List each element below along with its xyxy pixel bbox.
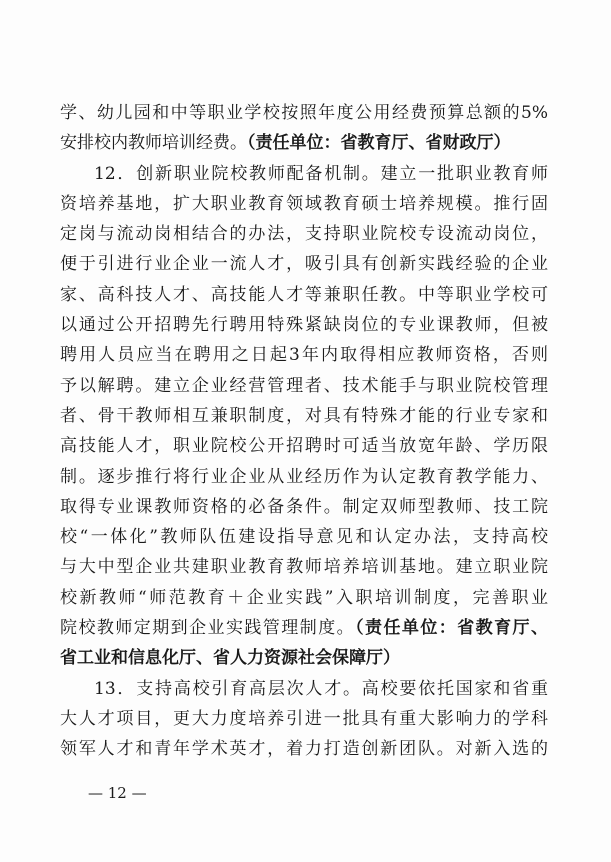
text-line-2: 安排校内教师培训经费。（责任单位：省教育厅、省财政厅） — [60, 133, 511, 154]
text-line-17: 校新教师“师范教育＋企业实践”入职培训制度，完善职业 — [60, 587, 548, 608]
text-line-6: 便于引进行业企业一流人才，吸引具有创新实践经验的企业 — [60, 254, 548, 275]
text-line-18: 院校教师定期到企业实践管理制度。（责任单位：省教育厅、 — [60, 618, 548, 639]
text-line-5: 定岗与流动岗相结合的办法，支持职业院校专设流动岗位， — [60, 224, 548, 245]
text-line-7: 家、高科技人才、高技能人才等兼职任教。中等职业学校可 — [60, 284, 548, 305]
text-line-15: 校“一体化”教师队伍建设指导意见和认定办法，支持高校 — [60, 527, 548, 548]
text-line-11: 者、骨干教师相互兼职制度，对具有特殊才能的行业专家和 — [60, 405, 548, 426]
text-line-4: 资培养基地，扩大职业教育领域教育硕士培养规模。推行固 — [60, 193, 548, 214]
text-line-8: 以通过公开招聘先行聘用特殊紧缺岗位的专业课教师，但被 — [60, 315, 548, 336]
text-line-19: 省工业和信息化厅、省人力资源社会保障厅） — [60, 648, 400, 669]
text-line-12: 高技能人才，职业院校公开招聘时可适当放宽年龄、学历限 — [60, 436, 548, 457]
item-12-heading-line: 12．创新职业院校教师配备机制。建立一批职业教育师 — [94, 163, 548, 184]
text-line-16: 与大中型企业共建职业教育教师培养培训基地。建立职业院 — [60, 557, 548, 578]
text-line-10: 予以解聘。建立企业经营管理者、技术能手与职业院校管理 — [60, 375, 548, 396]
item-13-heading-line: 13．支持高校引育高层次人才。高校要依托国家和省重 — [94, 678, 548, 699]
text-line-1: 学、幼儿园和中等职业学校按照年度公用经费预算总额的5% — [60, 103, 548, 123]
page-number: — 12 — — [88, 784, 147, 802]
responsible-units: （责任单位：省教育厅、 — [355, 618, 548, 639]
text-line-9: 聘用人员应当在聘用之日起3年内取得相应教师资格，否则 — [60, 345, 548, 366]
responsible-units: （责任单位：省教育厅、省财政厅） — [247, 133, 511, 154]
body-text — [60, 98, 548, 765]
text-line-21: 大人才项目，更大力度培养引进一批具有重大影响力的学科 — [60, 708, 548, 729]
text-line-14: 取得专业课教师资格的必备条件。制定双师型教师、技工院 — [60, 496, 548, 517]
text-line-22: 领军人才和青年学术英才，着力打造创新团队。对新入选的 — [60, 739, 548, 760]
text-line-13: 制。逐步推行将行业企业从业经历作为认定教育教学能力、 — [60, 466, 548, 487]
